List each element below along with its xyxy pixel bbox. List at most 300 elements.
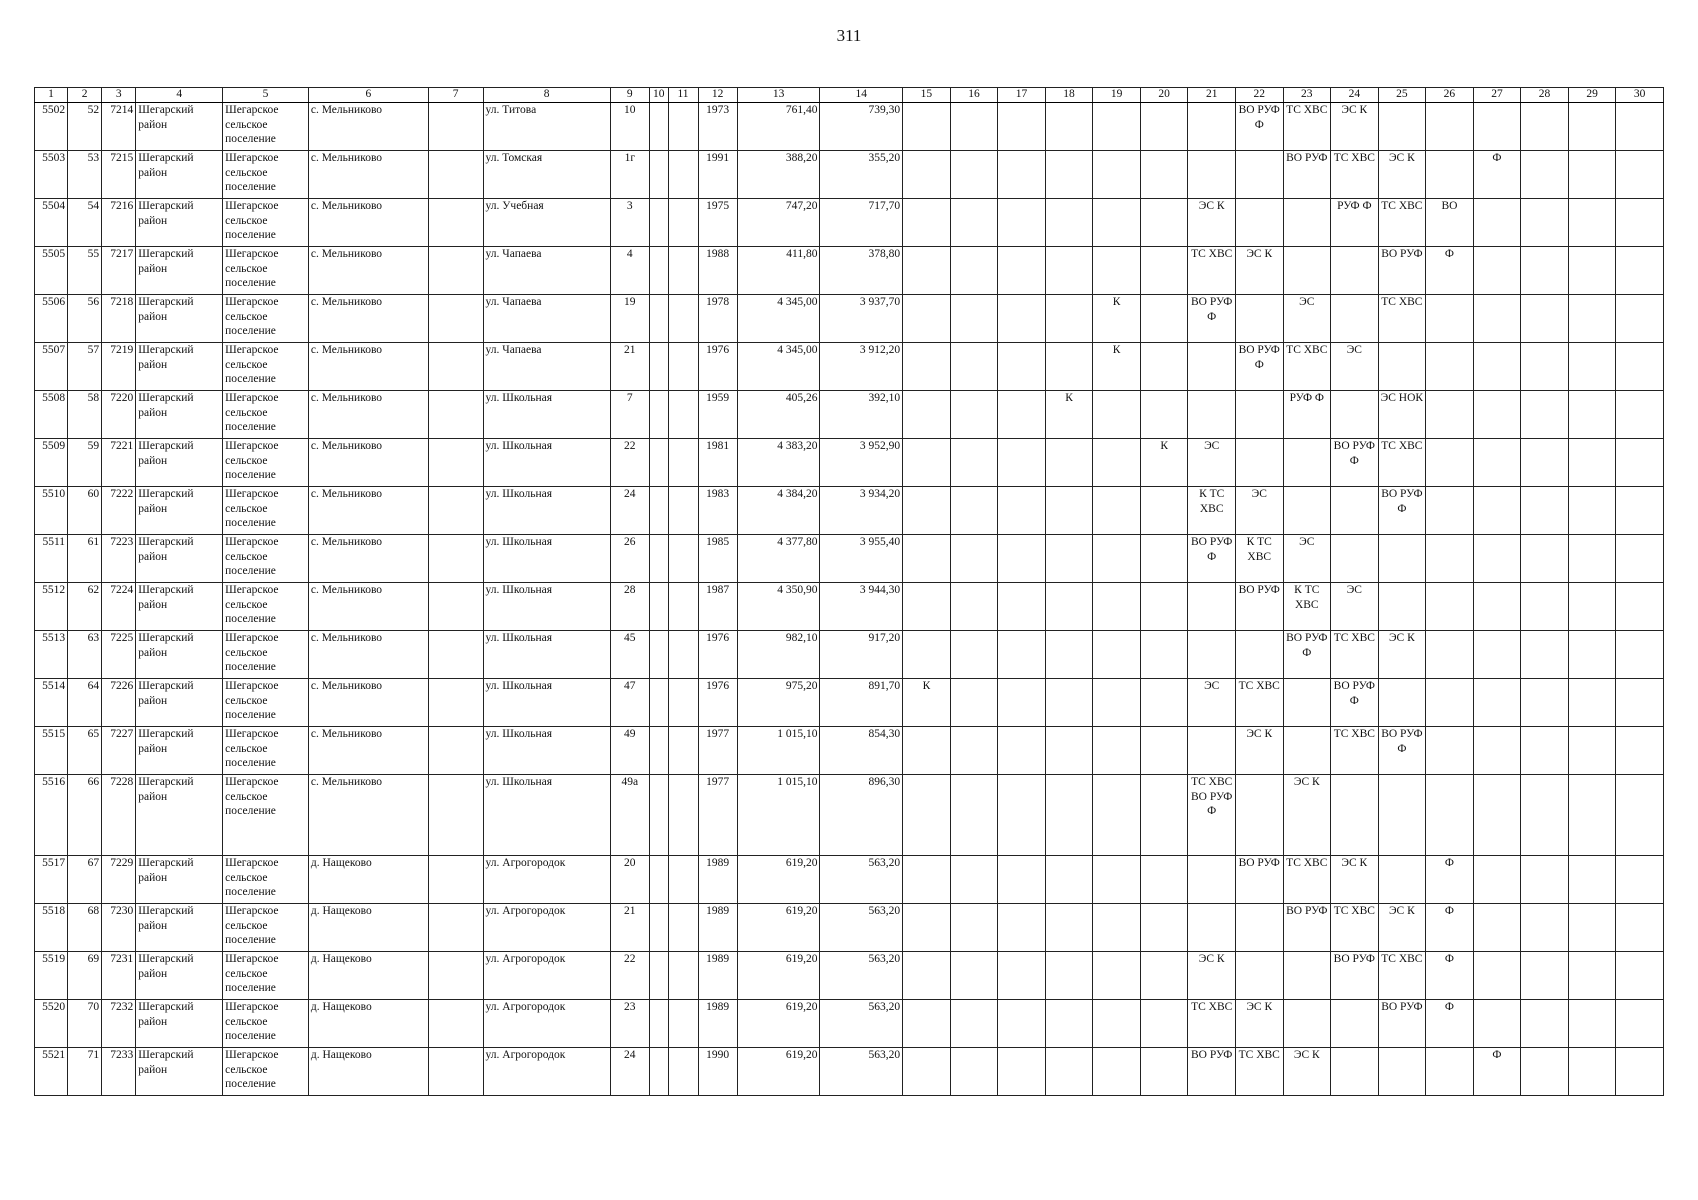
column-header-25: 25 (1378, 88, 1426, 103)
table-cell-col-19 (1093, 775, 1141, 856)
table-cell-col-20 (1140, 1048, 1188, 1096)
register-table (34, 87, 1664, 1096)
table-cell-col-17 (998, 391, 1046, 439)
table-cell-col-8: ул. Агрогородок (483, 1000, 610, 1048)
column-header-20: 20 (1140, 88, 1188, 103)
table-cell-col-22: ВО РУФ (1235, 856, 1283, 904)
table-cell-col-20 (1140, 199, 1188, 247)
table-cell-col-23 (1283, 727, 1331, 775)
table-cell-col-24 (1331, 1048, 1379, 1096)
table-cell-col-17 (998, 151, 1046, 199)
table-cell-col-13: 619,20 (737, 952, 820, 1000)
table-cell-col-13: 761,40 (737, 103, 820, 151)
table-cell-col-11 (668, 439, 698, 487)
table-cell-col-21 (1188, 631, 1236, 679)
table-cell-col-10 (649, 1000, 668, 1048)
column-header-12: 12 (698, 88, 737, 103)
column-header-13: 13 (737, 88, 820, 103)
table-cell-col-3: 7222 (102, 487, 136, 535)
table-cell-col-11 (668, 1000, 698, 1048)
table-cell-col-28 (1521, 904, 1569, 952)
table-cell-col-16 (950, 775, 998, 856)
table-cell-col-12: 1976 (698, 631, 737, 679)
table-cell-col-21: ЭС (1188, 679, 1236, 727)
table-cell-col-10 (649, 727, 668, 775)
table-cell-col-6: д. Нащеково (308, 904, 428, 952)
table-cell-col-4: Шегарский район (136, 679, 223, 727)
table-cell-col-21: ТС ХВС (1188, 1000, 1236, 1048)
column-header-4: 4 (136, 88, 223, 103)
table-row (35, 391, 1664, 439)
table-cell-col-27 (1473, 904, 1521, 952)
table-cell-col-28 (1521, 295, 1569, 343)
table-cell-col-21: К ТС ХВС (1188, 487, 1236, 535)
table-cell-col-8: ул. Школьная (483, 679, 610, 727)
table-cell-col-8: ул. Учебная (483, 199, 610, 247)
table-cell-col-3: 7215 (102, 151, 136, 199)
table-cell-col-29 (1568, 631, 1616, 679)
table-row (35, 904, 1664, 952)
table-cell-col-18 (1045, 1048, 1093, 1096)
table-cell-col-26 (1426, 583, 1474, 631)
table-row (35, 295, 1664, 343)
table-cell-col-27 (1473, 295, 1521, 343)
table-cell-col-30 (1616, 343, 1664, 391)
table-cell-col-1: 5518 (35, 904, 68, 952)
table-cell-col-11 (668, 679, 698, 727)
table-cell-col-25: ВО РУФ (1378, 247, 1426, 295)
table-cell-col-12: 1959 (698, 391, 737, 439)
table-cell-col-5: Шегарское сельское поселение (223, 151, 309, 199)
table-cell-col-25: ЭС НОК (1378, 391, 1426, 439)
table-cell-col-28 (1521, 343, 1569, 391)
table-cell-col-22 (1235, 775, 1283, 856)
table-cell-col-5: Шегарское сельское поселение (223, 1048, 309, 1096)
table-cell-col-23 (1283, 1000, 1331, 1048)
column-header-27: 27 (1473, 88, 1521, 103)
table-cell-col-8: ул. Школьная (483, 775, 610, 856)
table-cell-col-14: 3 952,90 (820, 439, 903, 487)
table-cell-col-3: 7233 (102, 1048, 136, 1096)
table-cell-col-5: Шегарское сельское поселение (223, 952, 309, 1000)
table-cell-col-24 (1331, 535, 1379, 583)
table-cell-col-24 (1331, 1000, 1379, 1048)
table-cell-col-23: ТС ХВС (1283, 856, 1331, 904)
table-cell-col-16 (950, 856, 998, 904)
table-cell-col-7 (428, 583, 483, 631)
table-cell-col-4: Шегарский район (136, 487, 223, 535)
table-cell-col-19 (1093, 247, 1141, 295)
table-cell-col-8: ул. Школьная (483, 583, 610, 631)
table-cell-col-17 (998, 775, 1046, 856)
table-cell-col-27: Ф (1473, 1048, 1521, 1096)
table-cell-col-29 (1568, 199, 1616, 247)
table-cell-col-26 (1426, 343, 1474, 391)
table-cell-col-15 (903, 295, 951, 343)
table-cell-col-25 (1378, 343, 1426, 391)
table-row (35, 679, 1664, 727)
table-cell-col-10 (649, 391, 668, 439)
table-cell-col-6: с. Мельниково (308, 775, 428, 856)
table-cell-col-26 (1426, 679, 1474, 727)
table-cell-col-9: 49 (610, 727, 649, 775)
table-cell-col-10 (649, 856, 668, 904)
table-cell-col-12: 1977 (698, 775, 737, 856)
table-cell-col-29 (1568, 295, 1616, 343)
table-cell-col-30 (1616, 295, 1664, 343)
table-cell-col-18 (1045, 199, 1093, 247)
table-cell-col-17 (998, 952, 1046, 1000)
table-cell-col-27 (1473, 247, 1521, 295)
table-cell-col-23 (1283, 487, 1331, 535)
table-cell-col-18 (1045, 103, 1093, 151)
table-cell-col-6: с. Мельниково (308, 391, 428, 439)
table-cell-col-14: 3 955,40 (820, 535, 903, 583)
table-cell-col-3: 7221 (102, 439, 136, 487)
table-cell-col-17 (998, 679, 1046, 727)
table-cell-col-10 (649, 343, 668, 391)
table-cell-col-12: 1991 (698, 151, 737, 199)
table-cell-col-25: ВО РУФ Ф (1378, 487, 1426, 535)
table-cell-col-21 (1188, 727, 1236, 775)
table-cell-col-30 (1616, 727, 1664, 775)
table-cell-col-7 (428, 439, 483, 487)
table-cell-col-8: ул. Агрогородок (483, 952, 610, 1000)
table-cell-col-5: Шегарское сельское поселение (223, 487, 309, 535)
table-cell-col-14: 563,20 (820, 904, 903, 952)
table-cell-col-30 (1616, 487, 1664, 535)
table-cell-col-9: 26 (610, 535, 649, 583)
table-cell-col-6: с. Мельниково (308, 295, 428, 343)
table-cell-col-9: 47 (610, 679, 649, 727)
column-header-19: 19 (1093, 88, 1141, 103)
table-cell-col-5: Шегарское сельское поселение (223, 727, 309, 775)
table-cell-col-10 (649, 247, 668, 295)
table-cell-col-5: Шегарское сельское поселение (223, 856, 309, 904)
table-cell-col-28 (1521, 487, 1569, 535)
table-cell-col-15 (903, 631, 951, 679)
table-cell-col-4: Шегарский район (136, 535, 223, 583)
table-cell-col-3: 7226 (102, 679, 136, 727)
table-cell-col-11 (668, 103, 698, 151)
table-cell-col-20 (1140, 487, 1188, 535)
table-cell-col-29 (1568, 103, 1616, 151)
table-cell-col-24: ВО РУФ Ф (1331, 679, 1379, 727)
table-cell-col-13: 975,20 (737, 679, 820, 727)
table-cell-col-14: 355,20 (820, 151, 903, 199)
table-cell-col-20 (1140, 1000, 1188, 1048)
table-cell-col-29 (1568, 856, 1616, 904)
table-cell-col-2: 62 (68, 583, 102, 631)
table-cell-col-19 (1093, 487, 1141, 535)
table-row (35, 727, 1664, 775)
table-cell-col-16 (950, 1048, 998, 1096)
table-cell-col-12: 1976 (698, 343, 737, 391)
table-cell-col-27 (1473, 1000, 1521, 1048)
table-cell-col-27 (1473, 631, 1521, 679)
table-cell-col-27 (1473, 727, 1521, 775)
table-cell-col-10 (649, 199, 668, 247)
table-cell-col-5: Шегарское сельское поселение (223, 439, 309, 487)
table-cell-col-2: 71 (68, 1048, 102, 1096)
table-cell-col-19 (1093, 1048, 1141, 1096)
table-cell-col-11 (668, 1048, 698, 1096)
table-cell-col-22 (1235, 391, 1283, 439)
table-cell-col-28 (1521, 775, 1569, 856)
table-cell-col-2: 52 (68, 103, 102, 151)
table-cell-col-4: Шегарский район (136, 103, 223, 151)
table-cell-col-15 (903, 904, 951, 952)
table-cell-col-29 (1568, 247, 1616, 295)
table-cell-col-12: 1989 (698, 856, 737, 904)
table-cell-col-15 (903, 1000, 951, 1048)
column-header-21: 21 (1188, 88, 1236, 103)
table-cell-col-30 (1616, 1000, 1664, 1048)
table-cell-col-20 (1140, 151, 1188, 199)
table-cell-col-11 (668, 856, 698, 904)
table-row (35, 952, 1664, 1000)
table-cell-col-22: ЭС (1235, 487, 1283, 535)
table-cell-col-26: ВО (1426, 199, 1474, 247)
table-cell-col-5: Шегарское сельское поселение (223, 679, 309, 727)
table-cell-col-18: К (1045, 391, 1093, 439)
table-cell-col-12: 1989 (698, 1000, 737, 1048)
table-cell-col-11 (668, 343, 698, 391)
table-cell-col-28 (1521, 583, 1569, 631)
table-cell-col-2: 64 (68, 679, 102, 727)
table-cell-col-12: 1976 (698, 679, 737, 727)
table-cell-col-3: 7228 (102, 775, 136, 856)
table-cell-col-28 (1521, 439, 1569, 487)
table-cell-col-1: 5520 (35, 1000, 68, 1048)
table-cell-col-26 (1426, 775, 1474, 856)
table-cell-col-25 (1378, 1048, 1426, 1096)
table-cell-col-4: Шегарский район (136, 343, 223, 391)
table-cell-col-2: 56 (68, 295, 102, 343)
table-cell-col-15 (903, 439, 951, 487)
table-cell-col-30 (1616, 151, 1664, 199)
table-cell-col-11 (668, 631, 698, 679)
table-cell-col-24: ТС ХВС (1331, 631, 1379, 679)
table-cell-col-10 (649, 103, 668, 151)
table-cell-col-7 (428, 199, 483, 247)
table-cell-col-28 (1521, 631, 1569, 679)
table-cell-col-10 (649, 952, 668, 1000)
table-cell-col-24: ТС ХВС (1331, 151, 1379, 199)
table-cell-col-29 (1568, 1048, 1616, 1096)
table-cell-col-28 (1521, 535, 1569, 583)
table-cell-col-9: 45 (610, 631, 649, 679)
table-cell-col-29 (1568, 151, 1616, 199)
table-row (35, 151, 1664, 199)
table-cell-col-2: 69 (68, 952, 102, 1000)
table-cell-col-22 (1235, 439, 1283, 487)
column-header-24: 24 (1331, 88, 1379, 103)
table-cell-col-21 (1188, 343, 1236, 391)
table-cell-col-10 (649, 295, 668, 343)
table-cell-col-14: 3 912,20 (820, 343, 903, 391)
table-cell-col-8: ул. Агрогородок (483, 1048, 610, 1096)
table-cell-col-1: 5504 (35, 199, 68, 247)
table-cell-col-22: ТС ХВС (1235, 679, 1283, 727)
table-cell-col-29 (1568, 535, 1616, 583)
table-cell-col-19 (1093, 583, 1141, 631)
table-cell-col-16 (950, 535, 998, 583)
table-cell-col-13: 4 383,20 (737, 439, 820, 487)
column-header-1: 1 (35, 88, 68, 103)
table-cell-col-22 (1235, 199, 1283, 247)
table-cell-col-16 (950, 487, 998, 535)
table-cell-col-19 (1093, 535, 1141, 583)
table-cell-col-22: ТС ХВС (1235, 1048, 1283, 1096)
table-cell-col-30 (1616, 904, 1664, 952)
table-cell-col-1: 5510 (35, 487, 68, 535)
table-cell-col-23: ЭС (1283, 295, 1331, 343)
table-cell-col-23 (1283, 199, 1331, 247)
table-cell-col-26 (1426, 631, 1474, 679)
table-row (35, 1000, 1664, 1048)
table-cell-col-8: ул. Школьная (483, 631, 610, 679)
column-header-28: 28 (1521, 88, 1569, 103)
column-header-17: 17 (998, 88, 1046, 103)
table-cell-col-15 (903, 151, 951, 199)
table-cell-col-13: 405,26 (737, 391, 820, 439)
table-cell-col-9: 1г (610, 151, 649, 199)
column-header-14: 14 (820, 88, 903, 103)
table-cell-col-4: Шегарский район (136, 1048, 223, 1096)
table-cell-col-2: 57 (68, 343, 102, 391)
table-cell-col-7 (428, 1048, 483, 1096)
table-cell-col-10 (649, 679, 668, 727)
table-cell-col-19 (1093, 151, 1141, 199)
table-cell-col-17 (998, 439, 1046, 487)
table-cell-col-28 (1521, 1048, 1569, 1096)
table-cell-col-23: ВО РУФ Ф (1283, 631, 1331, 679)
table-cell-col-8: ул. Школьная (483, 391, 610, 439)
column-header-29: 29 (1568, 88, 1616, 103)
table-cell-col-15 (903, 103, 951, 151)
table-cell-col-12: 1975 (698, 199, 737, 247)
table-cell-col-11 (668, 151, 698, 199)
table-cell-col-14: 739,30 (820, 103, 903, 151)
table-cell-col-3: 7232 (102, 1000, 136, 1048)
table-cell-col-30 (1616, 247, 1664, 295)
table-cell-col-6: д. Нащеково (308, 952, 428, 1000)
table-cell-col-6: с. Мельниково (308, 535, 428, 583)
table-cell-col-7 (428, 535, 483, 583)
table-cell-col-5: Шегарское сельское поселение (223, 247, 309, 295)
table-row (35, 247, 1664, 295)
table-cell-col-17 (998, 247, 1046, 295)
table-cell-col-15 (903, 583, 951, 631)
table-cell-col-2: 68 (68, 904, 102, 952)
table-cell-col-9: 28 (610, 583, 649, 631)
table-cell-col-23: ВО РУФ (1283, 904, 1331, 952)
table-cell-col-19 (1093, 952, 1141, 1000)
table-cell-col-20 (1140, 535, 1188, 583)
table-cell-col-12: 1973 (698, 103, 737, 151)
table-cell-col-22: ВО РУФ Ф (1235, 343, 1283, 391)
table-cell-col-29 (1568, 439, 1616, 487)
table-cell-col-11 (668, 535, 698, 583)
table-cell-col-23: ТС ХВС (1283, 343, 1331, 391)
table-cell-col-24: ВО РУФ Ф (1331, 439, 1379, 487)
table-cell-col-4: Шегарский район (136, 151, 223, 199)
table-cell-col-25 (1378, 775, 1426, 856)
table-cell-col-24: РУФ Ф (1331, 199, 1379, 247)
table-cell-col-29 (1568, 727, 1616, 775)
table-cell-col-30 (1616, 856, 1664, 904)
table-cell-col-29 (1568, 904, 1616, 952)
table-cell-col-21 (1188, 583, 1236, 631)
table-cell-col-13: 747,20 (737, 199, 820, 247)
table-cell-col-9: 49а (610, 775, 649, 856)
table-cell-col-12: 1985 (698, 535, 737, 583)
table-cell-col-25: ТС ХВС (1378, 295, 1426, 343)
table-cell-col-3: 7219 (102, 343, 136, 391)
column-header-26: 26 (1426, 88, 1474, 103)
table-cell-col-6: с. Мельниково (308, 247, 428, 295)
table-cell-col-13: 1 015,10 (737, 775, 820, 856)
table-cell-col-23 (1283, 439, 1331, 487)
table-cell-col-8: ул. Школьная (483, 535, 610, 583)
table-cell-col-29 (1568, 952, 1616, 1000)
table-cell-col-8: ул. Чапаева (483, 343, 610, 391)
table-cell-col-20 (1140, 775, 1188, 856)
table-cell-col-30 (1616, 583, 1664, 631)
table-cell-col-5: Шегарское сельское поселение (223, 199, 309, 247)
table-cell-col-30 (1616, 775, 1664, 856)
table-cell-col-9: 21 (610, 343, 649, 391)
table-cell-col-16 (950, 343, 998, 391)
table-cell-col-17 (998, 295, 1046, 343)
table-cell-col-14: 563,20 (820, 856, 903, 904)
table-cell-col-3: 7214 (102, 103, 136, 151)
table-cell-col-28 (1521, 679, 1569, 727)
column-header-22: 22 (1235, 88, 1283, 103)
table-cell-col-7 (428, 631, 483, 679)
table-cell-col-21: ВО РУФ Ф (1188, 295, 1236, 343)
table-cell-col-21 (1188, 856, 1236, 904)
table-cell-col-26: Ф (1426, 952, 1474, 1000)
table-cell-col-26 (1426, 151, 1474, 199)
table-cell-col-19 (1093, 856, 1141, 904)
column-header-5: 5 (223, 88, 309, 103)
table-cell-col-27 (1473, 583, 1521, 631)
table-cell-col-2: 61 (68, 535, 102, 583)
table-cell-col-27 (1473, 775, 1521, 856)
table-cell-col-15 (903, 952, 951, 1000)
table-cell-col-23: ЭС К (1283, 1048, 1331, 1096)
table-cell-col-28 (1521, 199, 1569, 247)
table-cell-col-15 (903, 856, 951, 904)
table-cell-col-9: 24 (610, 1048, 649, 1096)
table-cell-col-21: ЭС К (1188, 199, 1236, 247)
table-cell-col-14: 563,20 (820, 1048, 903, 1096)
table-cell-col-25: ЭС К (1378, 904, 1426, 952)
table-cell-col-23: ЭС (1283, 535, 1331, 583)
table-cell-col-9: 21 (610, 904, 649, 952)
table-cell-col-26 (1426, 391, 1474, 439)
table-cell-col-21: ТС ХВС (1188, 247, 1236, 295)
table-cell-col-30 (1616, 952, 1664, 1000)
table-cell-col-20 (1140, 679, 1188, 727)
table-cell-col-22 (1235, 151, 1283, 199)
table-cell-col-3: 7225 (102, 631, 136, 679)
table-cell-col-9: 7 (610, 391, 649, 439)
table-cell-col-17 (998, 199, 1046, 247)
table-cell-col-4: Шегарский район (136, 583, 223, 631)
